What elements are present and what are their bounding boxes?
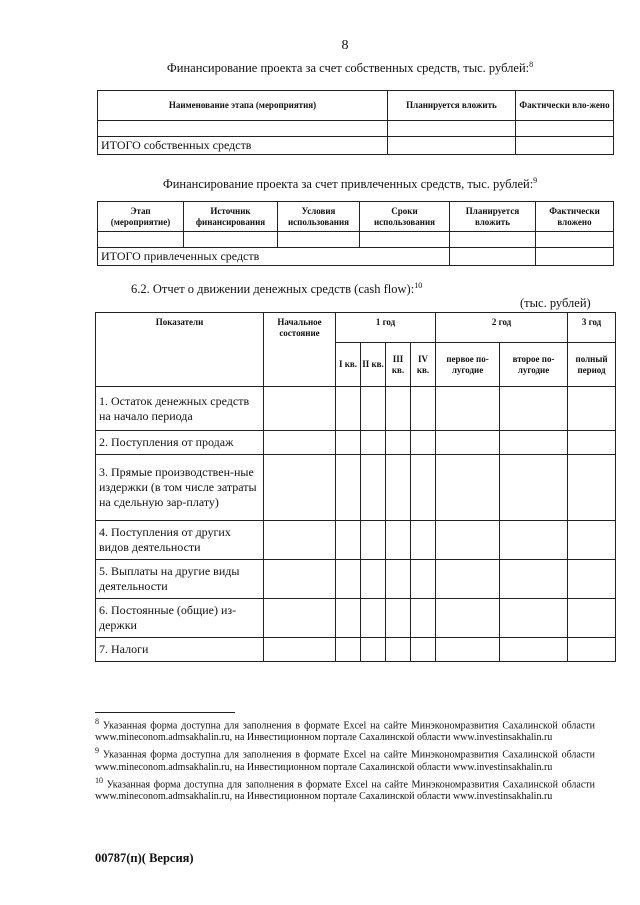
borrowed-funds-table [97, 201, 614, 266]
cf-cell[interactable] [568, 387, 616, 431]
footnote-text: Указанная форма доступна для заполнения в формате Excel на сайте Минэкономразвития Сахалинской области www.mineconom.admsakhalin.ru, на Инвестиционном портале Сахалинской области www.investinsakhalin.ru [95, 749, 596, 773]
document-code: 00787(п)( Версия) [95, 851, 194, 865]
cash-flow-table [95, 312, 616, 662]
cf-cell[interactable] [336, 599, 361, 638]
cf-cell[interactable] [386, 560, 411, 599]
cf-cell[interactable] [500, 638, 568, 662]
cf-cell[interactable] [500, 455, 568, 521]
own-total-actual[interactable] [516, 137, 614, 155]
cf-col-initial: Начальное состояние [264, 313, 336, 387]
cf-cell[interactable] [361, 521, 386, 560]
footnote-ref-8: 8 [529, 60, 534, 69]
section3-title [131, 281, 551, 297]
cf-cell[interactable] [436, 521, 500, 560]
borrowed-total-label: ИТОГО привлеченных средств [98, 248, 450, 266]
section1-title-text: Финансирование проекта за счет собственных средств, тыс. рублей: [166, 61, 530, 76]
cf-cell[interactable] [436, 638, 500, 662]
cf-cell[interactable] [436, 599, 500, 638]
cf-col-half1: первое по-лугодие [436, 343, 500, 387]
cf-cell[interactable] [436, 455, 500, 521]
borrowed-cell[interactable] [278, 232, 360, 248]
cf-cell[interactable] [411, 455, 436, 521]
cf-cell[interactable] [264, 455, 336, 521]
cf-col-q3: III кв. [386, 343, 411, 387]
borrowed-col-terms: Сроки использования [360, 202, 450, 232]
cf-cell[interactable] [336, 431, 361, 455]
borrowed-cell[interactable] [536, 232, 614, 248]
cf-col-year1: 1 год [336, 313, 436, 343]
cf-cell[interactable] [336, 387, 361, 431]
borrowed-col-actual: Фактически вложено [536, 202, 614, 232]
cf-cell[interactable] [411, 560, 436, 599]
cf-row [96, 387, 616, 431]
footnote-text: Указанная форма доступна для заполнения в формате Excel на сайте Минэкономразвития Сахалинской области www.mineconom.admsakhalin.ru, на Инвестиционном портале Сахалинской области www.investinsakhalin.ru [95, 778, 596, 802]
own-col-actual: Фактически вло-жено [516, 91, 614, 121]
borrowed-col-source: Источник финансирования [184, 202, 278, 232]
cf-col-q1: I кв. [336, 343, 361, 387]
footnote-10 [95, 775, 595, 803]
footnote-8 [95, 716, 595, 744]
cf-row [96, 521, 616, 560]
cf-row-label: 4. Поступления от других видов деятельности [96, 521, 264, 560]
own-cell[interactable] [98, 121, 388, 137]
cf-cell[interactable] [568, 455, 616, 521]
cf-cell[interactable] [264, 387, 336, 431]
cf-cell[interactable] [336, 560, 361, 599]
cf-cell[interactable] [386, 599, 411, 638]
cf-col-q4: IV кв. [411, 343, 436, 387]
footnote-text: Указанная форма доступна для заполнения в формате Excel на сайте Минэкономразвития Сахалинской области www.mineconom.admsakhalin.ru, на Инвестиционном портале Сахалинской области www.investinsakhalin.ru [95, 720, 596, 744]
cf-cell[interactable] [361, 387, 386, 431]
cf-cell[interactable] [411, 431, 436, 455]
section2-title [90, 176, 610, 192]
cf-col-indicators: Показатели [96, 313, 264, 387]
borrowed-cell[interactable] [98, 232, 184, 248]
cf-row [96, 638, 616, 662]
borrowed-cell[interactable] [450, 232, 536, 248]
section1-title [90, 60, 610, 76]
footnote-number: 10 [95, 775, 103, 785]
cf-row-label: 1. Остаток денежных средств на начало периода [96, 387, 264, 431]
cf-cell[interactable] [568, 521, 616, 560]
cf-cell[interactable] [500, 560, 568, 599]
cf-cell[interactable] [336, 521, 361, 560]
cf-row-label: 5. Выплаты на другие виды деятельности [96, 560, 264, 599]
cf-cell[interactable] [568, 431, 616, 455]
cf-cell[interactable] [568, 560, 616, 599]
cf-cell[interactable] [264, 599, 336, 638]
cf-cell[interactable] [568, 599, 616, 638]
own-col-planned: Планируется вложить [388, 91, 516, 121]
cf-cell[interactable] [436, 387, 500, 431]
cf-col-q2: II кв. [361, 343, 386, 387]
cf-cell[interactable] [568, 638, 616, 662]
own-total-planned[interactable] [388, 137, 516, 155]
cf-row-label: 7. Налоги [96, 638, 264, 662]
footnote-ref-10: 10 [414, 281, 423, 290]
own-col-stage: Наименование этапа (мероприятия) [98, 91, 388, 121]
cf-cell[interactable] [411, 387, 436, 431]
cf-col-full: полный период [568, 343, 616, 387]
footnote-separator [95, 712, 235, 713]
cf-cell[interactable] [500, 599, 568, 638]
cf-cell[interactable] [264, 638, 336, 662]
cf-cell[interactable] [361, 638, 386, 662]
cf-row [96, 560, 616, 599]
borrowed-col-conditions: Условия использования [278, 202, 360, 232]
cf-cell[interactable] [411, 521, 436, 560]
own-cell[interactable] [516, 121, 614, 137]
cf-row [96, 431, 616, 455]
cf-cell[interactable] [336, 638, 361, 662]
cf-cell[interactable] [336, 455, 361, 521]
cf-cell[interactable] [386, 521, 411, 560]
cf-row-label: 6. Постоянные (общие) из-держки [96, 599, 264, 638]
cf-cell[interactable] [386, 455, 411, 521]
footnotes [95, 716, 595, 803]
borrowed-col-stage: Этап (мероприятие) [98, 202, 184, 232]
cf-cell[interactable] [361, 455, 386, 521]
borrowed-total-planned[interactable] [450, 248, 536, 266]
cf-row-label: 2. Поступления от продаж [96, 431, 264, 455]
cf-cell[interactable] [436, 431, 500, 455]
footnote-number: 9 [95, 746, 99, 756]
footnote-ref-9: 9 [533, 176, 538, 185]
own-cell[interactable] [388, 121, 516, 137]
cf-cell[interactable] [264, 431, 336, 455]
cf-cell[interactable] [411, 638, 436, 662]
cf-cell[interactable] [436, 560, 500, 599]
footnote-9 [95, 745, 595, 773]
own-funds-table [97, 90, 614, 155]
cf-cell[interactable] [500, 431, 568, 455]
cf-cell[interactable] [361, 431, 386, 455]
cf-cell[interactable] [264, 560, 336, 599]
borrowed-cell[interactable] [184, 232, 278, 248]
cf-col-half2: второе по-лугодие [500, 343, 568, 387]
cf-cell[interactable] [386, 638, 411, 662]
borrowed-total-actual[interactable] [536, 248, 614, 266]
cf-row [96, 455, 616, 521]
cf-cell[interactable] [500, 521, 568, 560]
borrowed-col-planned: Планируется вложить [450, 202, 536, 232]
cf-row [96, 599, 616, 638]
borrowed-cell[interactable] [360, 232, 450, 248]
cf-cell[interactable] [361, 599, 386, 638]
units-label: (тыс. рублей) [520, 296, 591, 310]
section3-title-text: 6.2. Отчет о движении денежных средств (cash flow): [131, 282, 415, 297]
section2-title-text: Финансирование проекта за счет привлеченных средств, тыс. рублей: [162, 177, 534, 192]
cf-cell[interactable] [411, 599, 436, 638]
cf-cell[interactable] [386, 387, 411, 431]
footnote-number: 8 [95, 717, 99, 726]
cf-cell[interactable] [500, 387, 568, 431]
cf-col-year2: 2 год [436, 313, 568, 343]
page-number: 8 [341, 38, 349, 53]
cf-col-year3: 3 год [568, 313, 616, 343]
cf-cell[interactable] [361, 560, 386, 599]
own-total-label: ИТОГО собственных средств [98, 137, 388, 155]
cf-cell[interactable] [264, 521, 336, 560]
cf-row-label: 3. Прямые производствен-ные издержки (в том числе затраты на сдельную зар-плату) [96, 455, 264, 521]
cf-cell[interactable] [386, 431, 411, 455]
